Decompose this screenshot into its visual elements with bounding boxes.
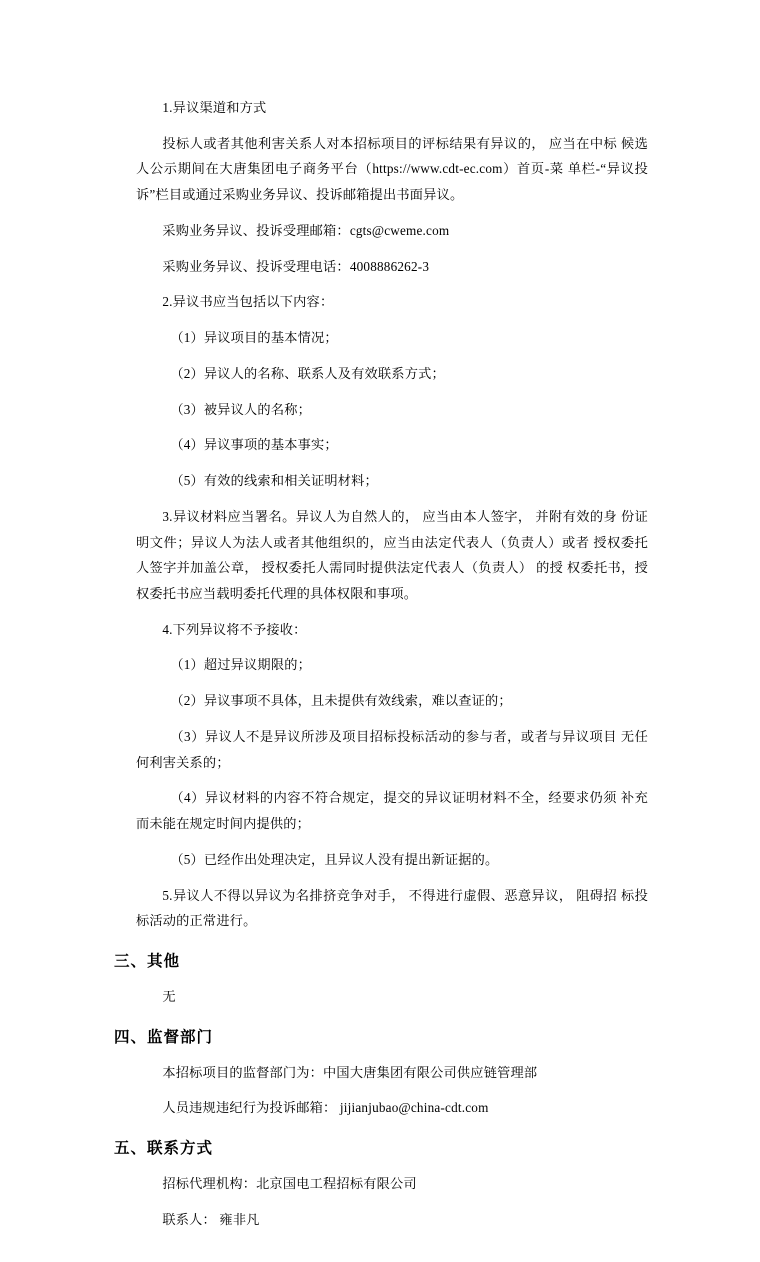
paragraph-objection-phone: 采购业务异议、投诉受理电话：4008886262-3 (162, 258, 430, 274)
section-title-objection-content: 2.异议书应当包括以下内容： (162, 294, 334, 310)
list-item-objection-content-1: （1）异议项目的基本情况； (170, 330, 338, 346)
list-item-objection-content-4: （4）异议事项的基本事实； (170, 437, 338, 453)
document-body (114, 95, 648, 1232)
list-item-objection-rejected-4: （4）异议材料的内容不符合规定，提交的异议证明材料不全，经要求仍须 补充而未能在规定时间内提供的； (136, 790, 648, 832)
paragraph-chapter-five-1: 招标代理机构：北京国电工程招标有限公司 (162, 1175, 417, 1191)
paragraph-chapter-four-1: 本招标项目的监督部门为：中国大唐集团有限公司供应链管理部 (162, 1064, 538, 1080)
section-title-objection-rejected: 4.下列异议将不予接收： (162, 621, 307, 637)
paragraph-objection-email: 采购业务异议、投诉受理邮箱：cgts@cweme.com (162, 222, 450, 238)
paragraph-chapter-five-2: 联系人： 雍非凡 (162, 1211, 260, 1227)
section-title-objection-prohibition: 5.异议人不得以异议为名排挤竞争对手， 不得进行虚假、恶意异议， 阻碍招 标投标活动的正常进行。 (136, 887, 648, 929)
list-item-objection-content-3: （3）被异议人的名称； (170, 401, 311, 417)
list-item-objection-rejected-5: （5）已经作出处理决定，且异议人没有提出新证据的。 (170, 851, 499, 867)
paragraph-chapter-four-2: 人员违规违纪行为投诉邮箱： jijianjubao@china-cdt.com (162, 1100, 489, 1116)
chapter-heading-three: 三、其他 (114, 953, 181, 971)
list-item-objection-rejected-1: （1）超过异议期限的； (170, 657, 311, 673)
chapter-heading-five: 五、联系方式 (114, 1140, 214, 1158)
chapter-heading-four: 四、监督部门 (114, 1028, 214, 1046)
paragraph-objection-channel-1: 投标人或者其他利害关系人对本招标项目的评标结果有异议的， 应当在中标 候选人公示期间在大唐集团电子商务平台（https://www.cdt-ec.com）首页-菜 单栏-“异议投诉”栏目或通过采购业务异议、投诉邮箱提出书面异议。 (136, 135, 648, 203)
list-item-objection-content-5: （5）有效的线索和相关证明材料； (170, 473, 378, 489)
paragraph-chapter-three-1: 无 (162, 988, 176, 1004)
list-item-objection-rejected-3: （3）异议人不是异议所涉及项目招标投标活动的参与者，或者与异议项目 无任何利害关系的； (136, 728, 648, 770)
list-item-objection-rejected-2: （2）异议事项不具体，且未提供有效线索，难以查证的； (170, 693, 512, 709)
list-item-objection-content-2: （2）异议人的名称、联系人及有效联系方式； (170, 365, 445, 381)
section-title-objection-channel: 1.异议渠道和方式 (162, 100, 267, 115)
section-title-objection-signature: 3.异议材料应当署名。异议人为自然人的， 应当由本人签字， 并附有效的身 份证明文件；异议人为法人或者其他组织的，应当由法定代表人（负责人）或者 授权委托人签字并加盖公章， 授权委托人需同时提供法定代表人（负责人） 的授 权委托书，授权委托书应当载明委托代理的具体权限和事项。 (136, 508, 648, 602)
